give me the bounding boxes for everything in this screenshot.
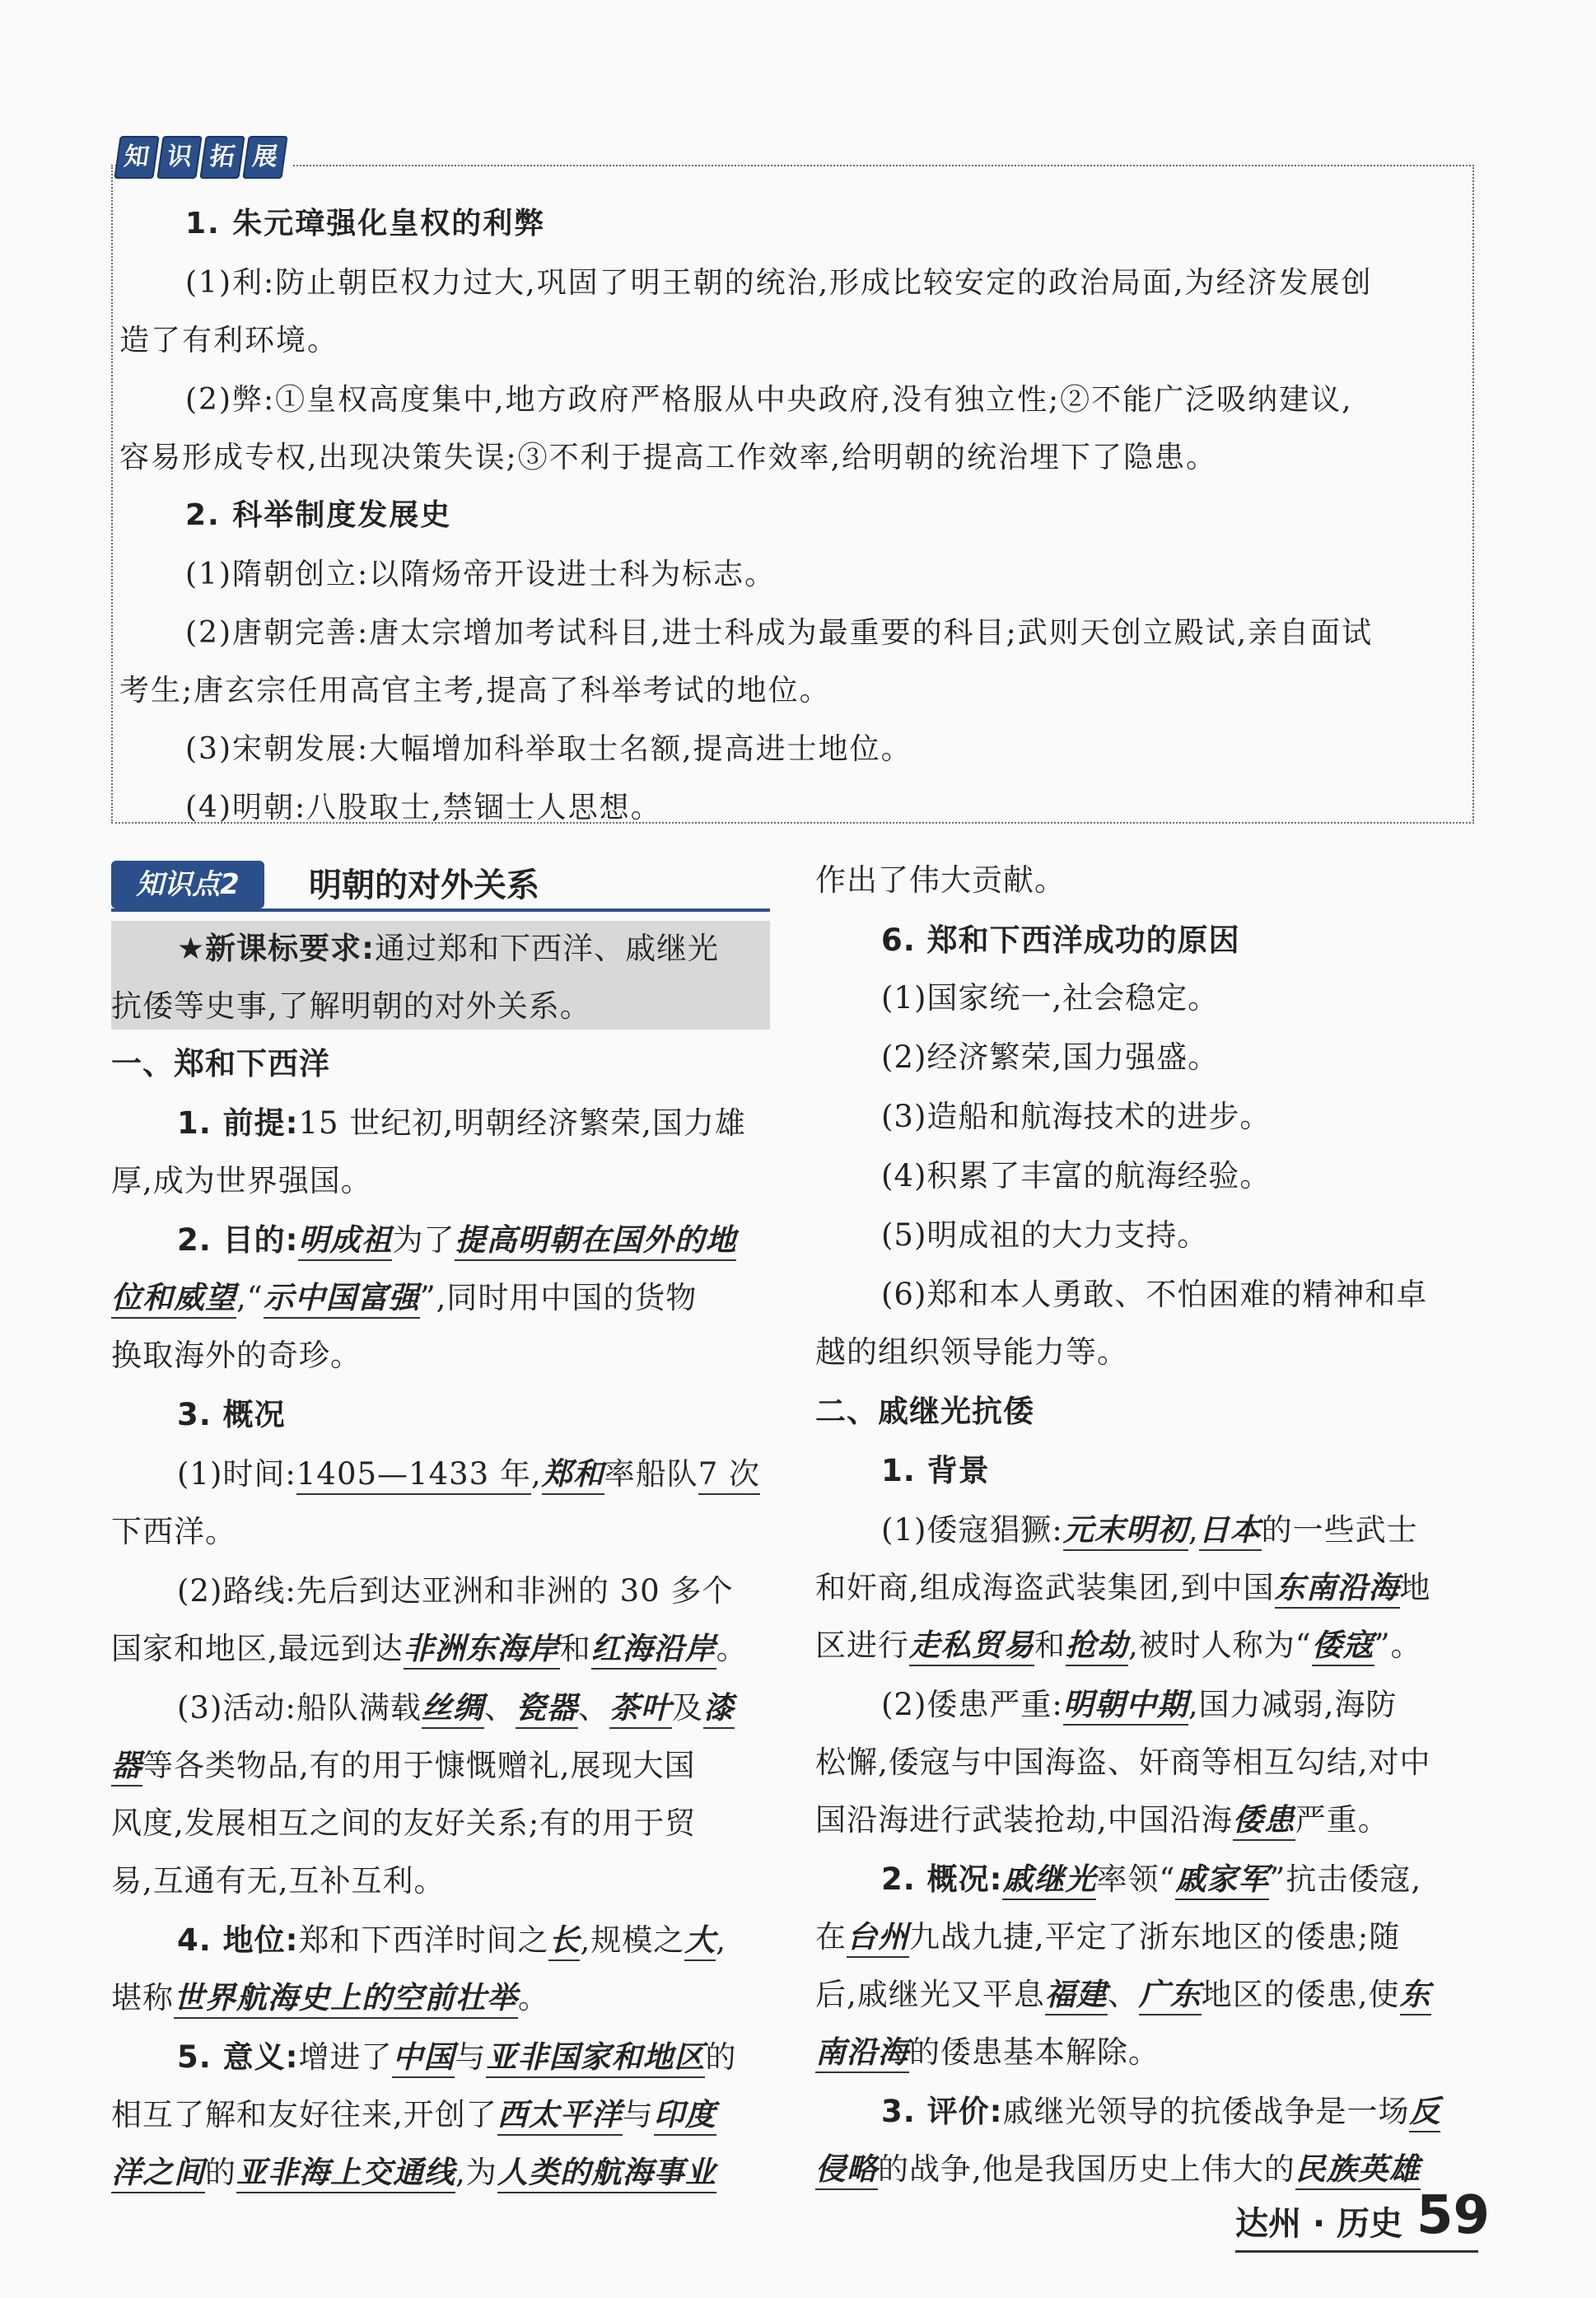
para-evaluation: 3. 评价:戚继光领导的抗倭战争是一场反 [881, 2092, 1440, 2132]
subsection-heading: 一、郑和下西洋 [111, 1046, 330, 1081]
para-heading: 1. 背景 [881, 1453, 990, 1488]
reason-item: (5)明成祖的大力支持。 [881, 1217, 1209, 1253]
para-text: 和奸商,组成海盗武装集团,到中国东南沿海地 [815, 1568, 1431, 1608]
para-text: 堪称世界航海史上的空前壮举。 [111, 1978, 549, 2018]
para-text: 换取海外的奇珍。 [111, 1338, 362, 1373]
para-text: 作出了伟大贡献。 [815, 862, 1066, 898]
para-significance: 5. 意义:增进了中国与亚非国家和地区的 [177, 2038, 736, 2077]
para-text: 易,互通有无,互补互利。 [111, 1863, 446, 1899]
section-title: 明朝的对外关系 [309, 866, 539, 904]
footer-subject: 达州 · 历史 [1235, 2205, 1403, 2243]
title-char: 知 [114, 136, 159, 179]
para-text: 侵略的战争,他是我国历史上伟大的民族英雄 [815, 2150, 1421, 2189]
extension-text: (1)隋朝创立:以隋炀帝开设进士科为标志。 [185, 558, 777, 591]
reason-item: (1)国家统一,社会稳定。 [881, 980, 1220, 1016]
reason-item: (4)积累了丰富的航海经验。 [881, 1158, 1272, 1193]
extension-text: (4)明朝:八股取士,禁锢士人思想。 [185, 791, 662, 824]
extension-text: (2)唐朝完善:唐太宗增加考试科目,进士科成为最重要的科目;武则天创立殿试,亲自面试 [185, 616, 1374, 650]
para-text: 下西洋。 [111, 1514, 236, 1549]
extension-heading-1: 1. 朱元璋强化皇权的利弊 [185, 207, 546, 241]
para-route: (2)路线:先后到达亚洲和非洲的 30 多个 [177, 1573, 734, 1609]
para-status: 4. 地位:郑和下西洋时间之长,规模之大, [177, 1921, 726, 1960]
requirement-line: ★新课标要求:通过郑和下西洋、戚继光 [177, 931, 719, 966]
title-char: 识 [156, 136, 202, 179]
para-text: 区进行走私贸易和抢劫,被时人称为“倭寇”。 [815, 1626, 1422, 1665]
extension-text: (3)宋朝发展:大幅增加科举取士名额,提高进士地位。 [185, 732, 912, 766]
subsection-heading: 二、戚继光抗倭 [815, 1394, 1034, 1429]
para-text: 在台州九战九捷,平定了浙东地区的倭患;随 [815, 1917, 1400, 1957]
para-text: 位和威望,“示中国富强”,同时用中国的货物 [111, 1278, 697, 1318]
reason-item: (2)经济繁荣,国力强盛。 [881, 1039, 1220, 1075]
knowledge-extension-title [117, 136, 292, 179]
para-text: 松懈,倭寇与中国海盗、奸商等相互勾结,对中 [815, 1745, 1431, 1780]
para-text: 越的组织领导能力等。 [815, 1334, 1128, 1370]
para-text: 后,戚继光又平息福建、广东地区的倭患,使东 [815, 1975, 1431, 2015]
reason-item: (6)郑和本人勇敢、不怕困难的精神和卓 [881, 1277, 1428, 1312]
para-text: 厚,成为世界强国。 [111, 1163, 372, 1198]
para-text: 相互了解和友好往来,开创了西太平洋与印度 [111, 2095, 716, 2135]
requirement-line: 抗倭等史事,了解明朝的对外关系。 [111, 988, 591, 1024]
para-premise: 1. 前提:15 世纪初,明朝经济繁荣,国力雄 [177, 1105, 746, 1141]
extension-text: (1)利:防止朝臣权力过大,巩固了明王朝的统治,形成比较安定的政治局面,为经济发展创 [185, 266, 1373, 300]
extension-text: 容易形成专权,出现决策失误;③不利于提高工作效率,给明朝的统治埋下了隐患。 [119, 441, 1218, 474]
para-text: 国沿海进行武装抢劫,中国沿海倭患严重。 [815, 1801, 1389, 1840]
para-heading: 6. 郑和下西洋成功的原因 [881, 922, 1240, 958]
title-char: 展 [242, 136, 287, 179]
knowledge-point-badge: 知识点2 [111, 861, 264, 908]
extension-text: (2)弊:①皇权高度集中,地方政府严格服从中央政府,没有独立性;②不能广泛吸纳建议, [185, 383, 1353, 417]
para-text: 国家和地区,最远到达非洲东海岸和红海沿岸。 [111, 1629, 748, 1669]
para-severe: (2)倭患严重:明朝中期,国力减弱,海防 [881, 1685, 1397, 1725]
footer-rule [1235, 2250, 1478, 2253]
extension-text: 造了有利环境。 [119, 324, 339, 357]
extension-heading-2: 2. 科举制度发展史 [185, 498, 452, 532]
para-overview: 2. 概况:戚继光率领“戚家军”抗击倭寇, [881, 1860, 1421, 1899]
para-text: 器等各类物品,有的用于慷慨赠礼,展现大国 [111, 1746, 696, 1786]
para-text: 南沿海的倭患基本解除。 [815, 2033, 1160, 2072]
para-activity: (3)活动:船队满载丝绸、瓷器、茶叶及漆 [177, 1688, 735, 1728]
extension-text: 考生;唐玄宗任用高官主考,提高了科举考试的地位。 [119, 674, 831, 708]
title-char: 拓 [199, 136, 245, 179]
page-number: 59 [1416, 2185, 1491, 2246]
para-wokou: (1)倭寇猖獗:元末明初,日本的一些武士 [881, 1511, 1418, 1550]
section-rule [111, 908, 770, 912]
reason-item: (3)造船和航海技术的进步。 [881, 1099, 1272, 1134]
para-purpose: 2. 目的:明成祖为了提高明朝在国外的地 [177, 1221, 736, 1260]
para-time: (1)时间:1405—1433 年,郑和率船队7 次 [177, 1455, 760, 1494]
para-text: 洋之间的亚非海上交通线,为人类的航海事业 [111, 2153, 716, 2193]
para-text: 风度,发展相互之间的友好关系;有的用于贸 [111, 1805, 697, 1841]
para-heading: 3. 概况 [177, 1397, 286, 1432]
